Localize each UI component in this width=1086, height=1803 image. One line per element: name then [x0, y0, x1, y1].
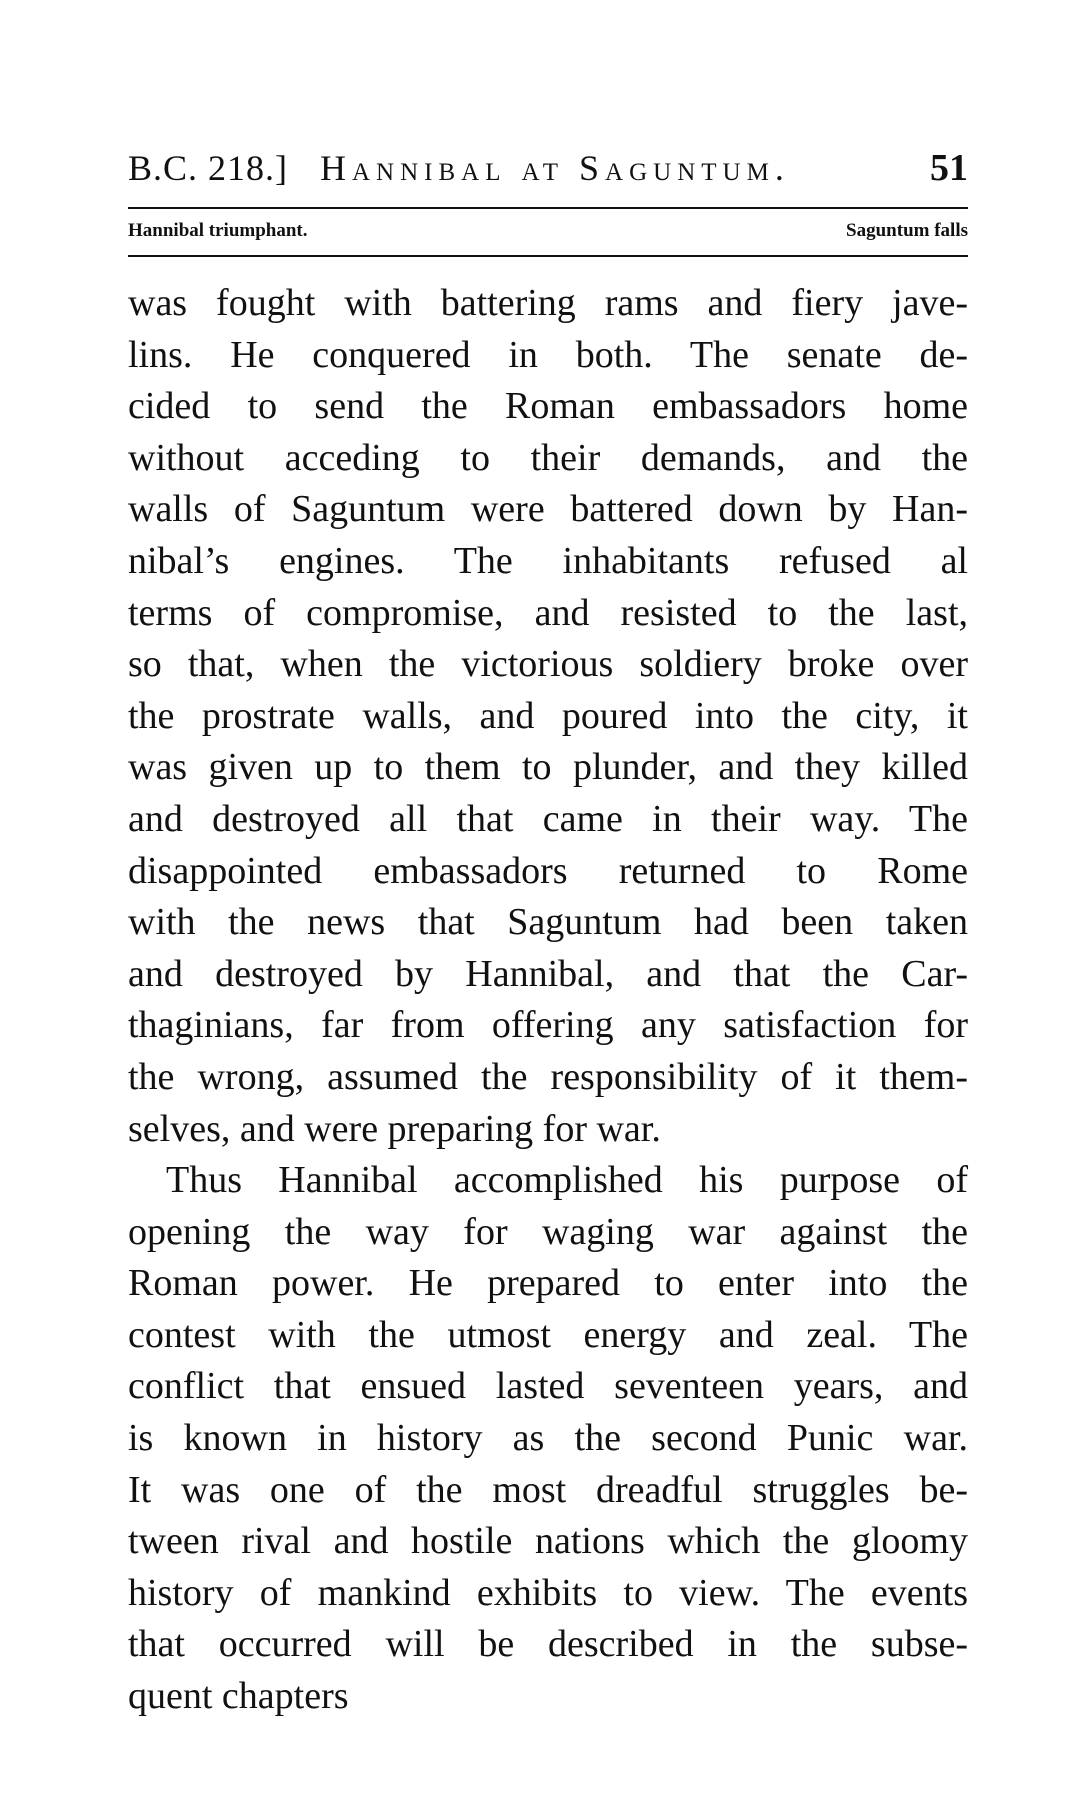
text-line: Roman power. He prepared to enter into the	[128, 1262, 968, 1305]
text-line: lins. He conquered in both. The senate de-	[128, 333, 968, 376]
text-line: nibal’s engines. The inhabitants refused al	[128, 539, 968, 582]
running-head	[128, 140, 968, 196]
text-line: was fought with battering rams and fiery jave-	[128, 282, 968, 324]
page-number: 51	[930, 147, 968, 189]
text-line: that occurred will be described in the subse-	[128, 1623, 968, 1666]
text-line: the wrong, assumed the responsibility of it them-	[128, 1055, 968, 1098]
text-line: so that, when the victorious soldiery broke over	[128, 643, 968, 686]
text-line: is known in history as the second Punic war.	[128, 1417, 968, 1460]
text-line: walls of Saguntum were battered down by Han-	[128, 488, 968, 531]
text-line: Thus Hannibal accomplished his purpose of	[166, 1159, 968, 1202]
text-line: It was one of the most dreadful struggles be-	[128, 1468, 968, 1511]
date-label: B.C. 218.]	[128, 148, 289, 188]
text-line: opening the way for waging war against the	[128, 1210, 968, 1253]
text-line: tween rival and hostile nations which the gloomy	[128, 1520, 968, 1563]
text-line: was given up to them to plunder, and they killed	[128, 746, 968, 789]
text-line: history of mankind exhibits to view. The events	[128, 1571, 968, 1614]
text-line: terms of compromise, and resisted to the last,	[128, 591, 968, 634]
text-line: the prostrate walls, and poured into the city, it	[128, 694, 968, 737]
text-line: without acceding to their demands, and the	[128, 436, 968, 479]
text-line: with the news that Saguntum had been taken	[128, 901, 968, 944]
text-line: cided to send the Roman embassadors home	[128, 385, 968, 428]
text-line: selves, and were preparing for war.	[128, 1107, 661, 1150]
sidenote-left: Hannibal triumphant.	[128, 220, 308, 241]
chapter-title: Hannibal at Saguntum.	[320, 148, 790, 188]
text-line: and destroyed by Hannibal, and that the Car-	[128, 952, 968, 995]
text-line: quent chapters	[128, 1675, 349, 1718]
text-line: conflict that ensued lasted seventeen years, and	[128, 1365, 968, 1408]
sidenote-right: Saguntum falls	[846, 220, 968, 241]
header-rule-bottom	[128, 255, 968, 257]
text-line: thaginians, far from offering any satisfaction for	[128, 1004, 968, 1047]
text-line: disappointed embassadors returned to Rome	[128, 849, 968, 892]
sidenote-bar	[128, 213, 968, 253]
text-line: and destroyed all that came in their way. The	[128, 797, 968, 840]
body-text	[128, 278, 968, 1778]
text-line: contest with the utmost energy and zeal. The	[128, 1313, 968, 1356]
header-rule-top	[128, 207, 968, 209]
